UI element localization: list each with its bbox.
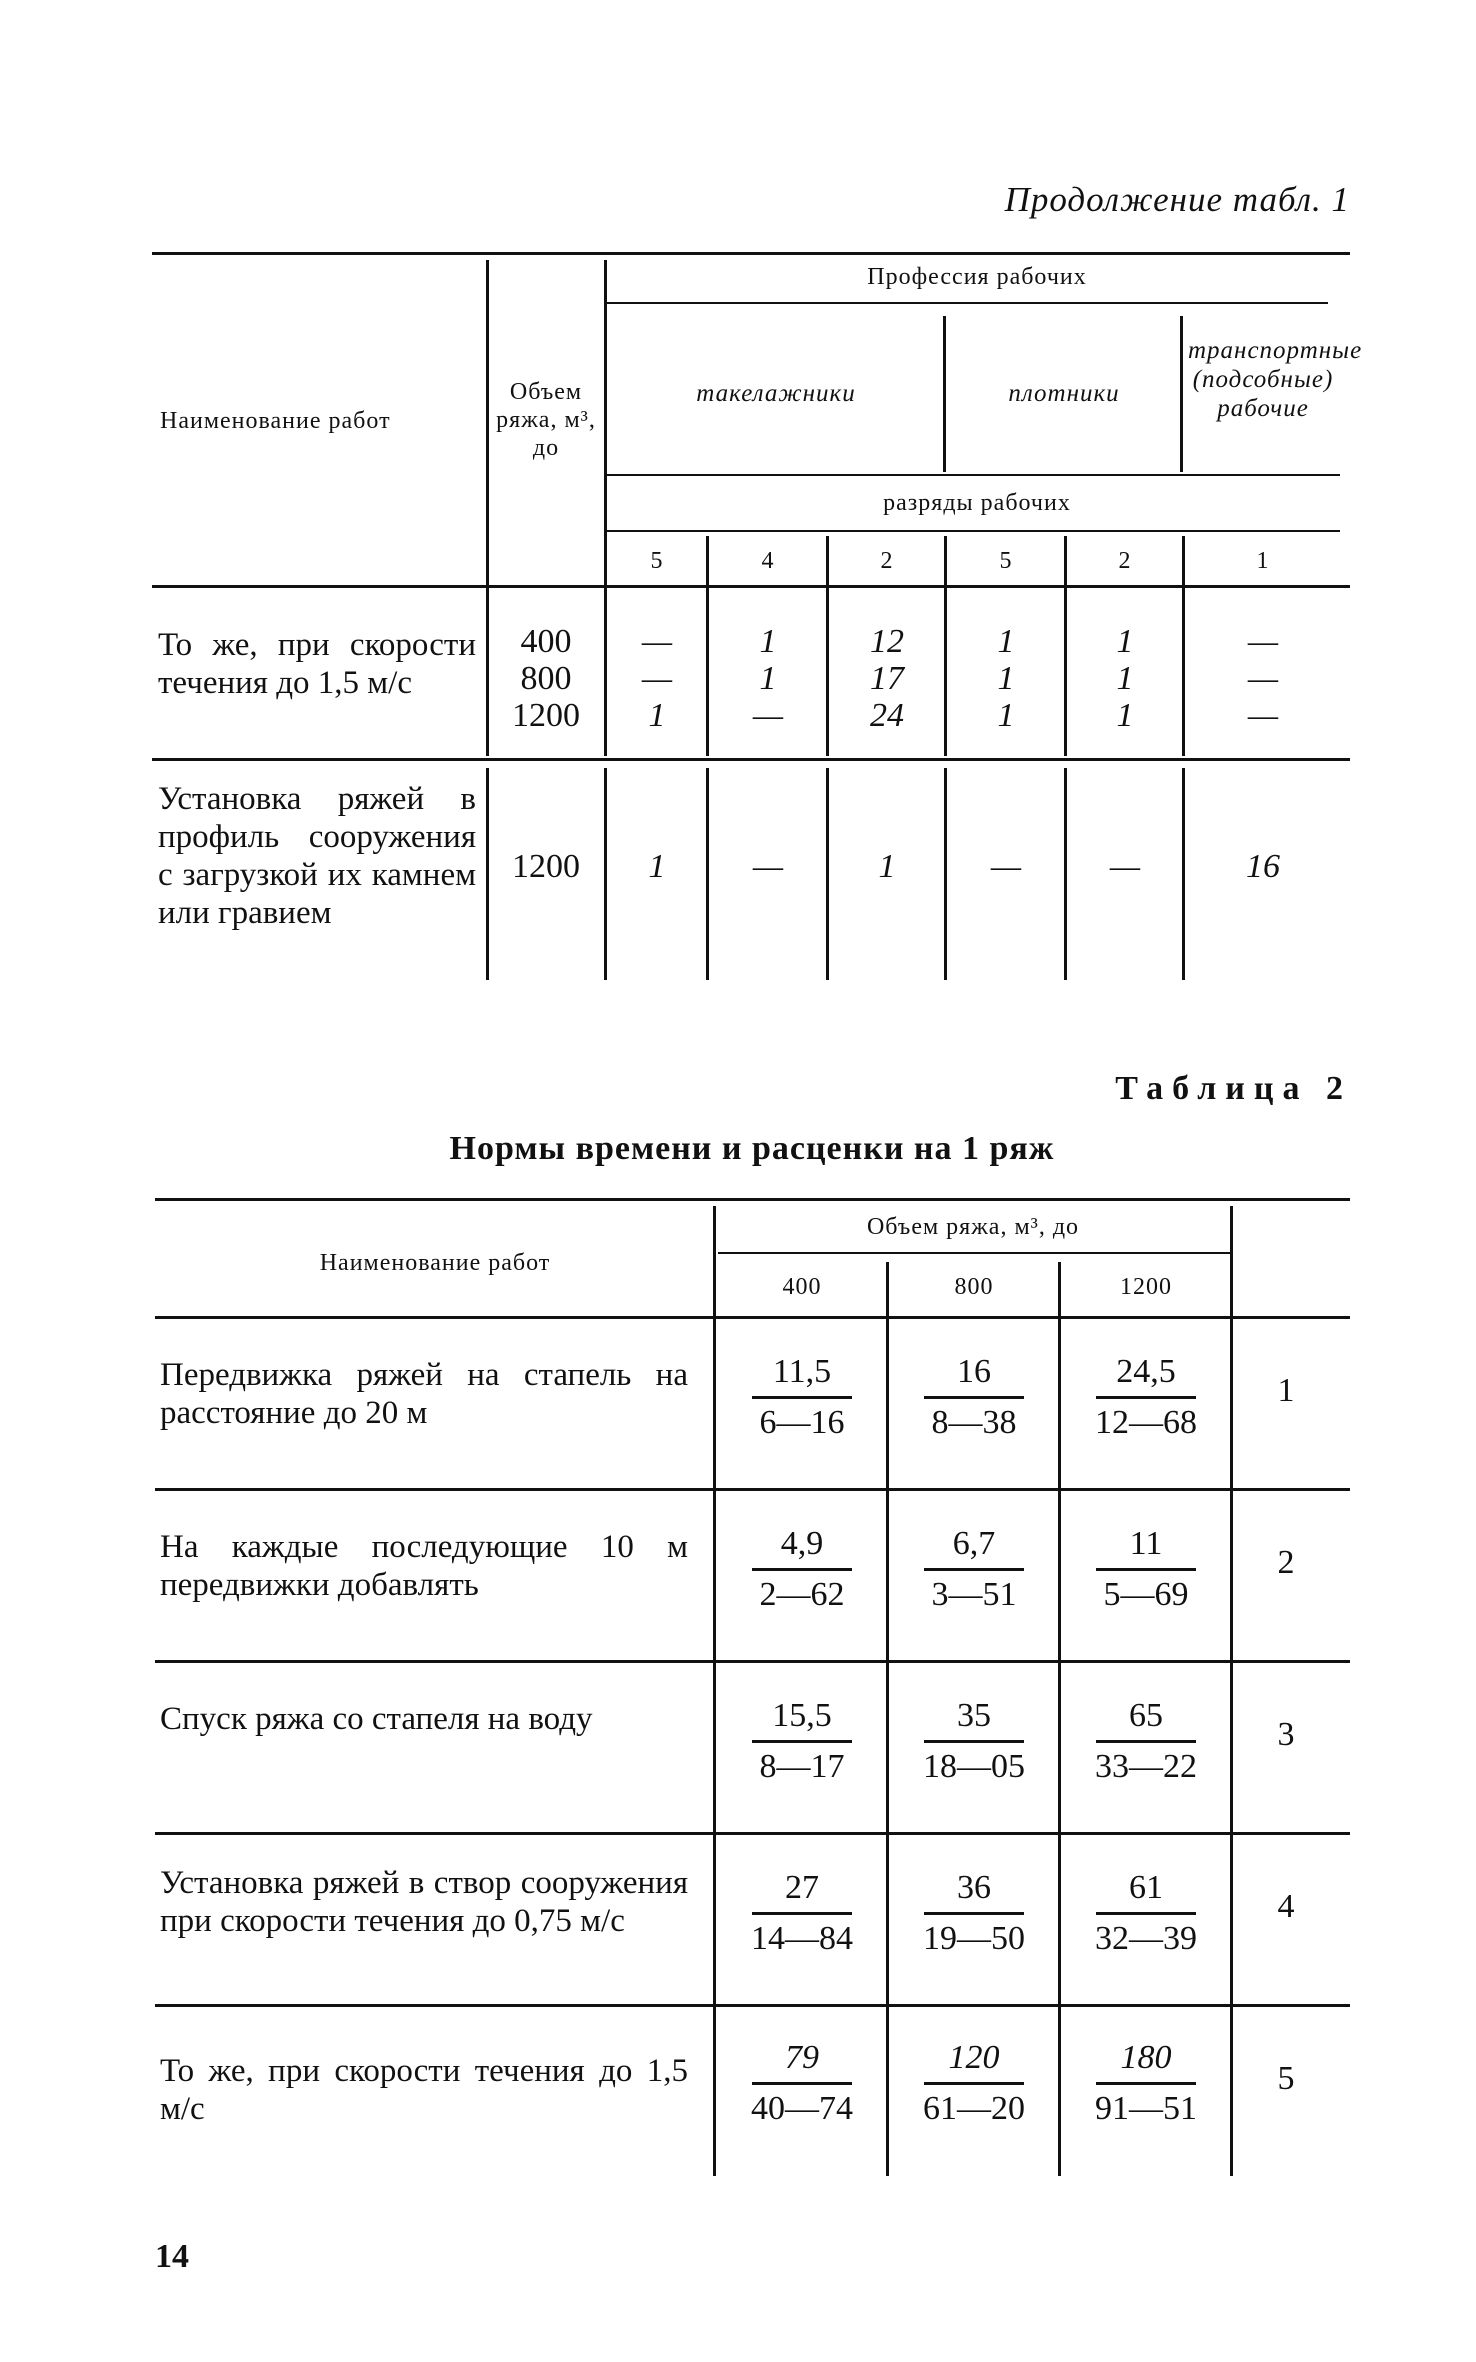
- norm: 16: [957, 1353, 991, 1390]
- table1-continuation-caption: Продолжение табл. 1: [1004, 180, 1350, 219]
- table2-row-number: 1: [1277, 1372, 1295, 1409]
- norm: 15,5: [772, 1697, 832, 1734]
- price: 5—69: [1103, 1576, 1189, 1613]
- table1-grade: 5: [650, 548, 664, 574]
- norm: 79: [785, 2039, 819, 2076]
- table1-grade: 5: [999, 548, 1013, 574]
- table2-cell: [1086, 1524, 1206, 1615]
- table2-cell: [1086, 1696, 1206, 1787]
- table2-cell: [914, 1524, 1034, 1615]
- norm: 11,5: [772, 1353, 832, 1390]
- table1-header-work-name: Наименование работ: [160, 408, 391, 434]
- table1-col-rule: [604, 768, 607, 980]
- table1-row-name: Установка ряжей в профиль сооружения с загрузкой их камнем или гравием: [158, 781, 476, 931]
- table1-cell: —: [1247, 697, 1279, 734]
- table1-grade: 4: [761, 548, 775, 574]
- table2-cell: [742, 2038, 862, 2129]
- table2-cell: [742, 1868, 862, 1959]
- norm: 27: [785, 1869, 819, 1906]
- table2-row-name: Передвижка ряжей на стапель на расстояние до 20 м: [160, 1357, 688, 1431]
- table2-col-rule: [1058, 1262, 1061, 2176]
- table1-row-volume: 1200: [512, 848, 580, 885]
- table1-cell: —: [990, 848, 1022, 885]
- table2-cell: [914, 1868, 1034, 1959]
- table1-cell: 1: [1116, 623, 1134, 660]
- table2-row-number: 4: [1277, 1888, 1295, 1925]
- norm: 35: [957, 1697, 991, 1734]
- table1-header-bottom-rule: [152, 585, 1350, 588]
- table1-col-rule: [1182, 536, 1185, 756]
- table1-cell: 1: [997, 660, 1015, 697]
- table2-row-number: 2: [1277, 1544, 1295, 1581]
- table2-row-name: Установка ряжей в створ сооружения при скорости течения до 0,75 м/с: [160, 1865, 688, 1939]
- table1-cell: 1: [759, 660, 777, 697]
- table1-cell: —: [752, 848, 784, 885]
- table2-cell: [914, 1696, 1034, 1787]
- price: 61—20: [923, 2090, 1025, 2127]
- price: 12—68: [1095, 1404, 1197, 1441]
- norm: 24,5: [1116, 1353, 1176, 1390]
- table2-header-volume: Объем ряжа, м³, до: [866, 1214, 1080, 1240]
- table1-cell: 1: [997, 623, 1015, 660]
- table1-row-volume: 400: [520, 623, 572, 660]
- table2-row-name: На каждые последующие 10 м передвижки добавлять: [160, 1529, 688, 1603]
- norm: 65: [1129, 1697, 1163, 1734]
- table2-cell: [742, 1352, 862, 1443]
- table2-col-rule: [886, 1262, 889, 2176]
- price: 32—39: [1095, 1920, 1197, 1957]
- norm: 6,7: [952, 1525, 996, 1562]
- table1-col-rule: [826, 536, 829, 756]
- norm: 36: [957, 1869, 991, 1906]
- table1-grade: 2: [1118, 548, 1132, 574]
- table1-cell: 12: [870, 623, 904, 660]
- table1-cell: —: [752, 697, 784, 734]
- table1-grade: 2: [880, 548, 894, 574]
- table1-rule: [606, 530, 1340, 532]
- table2-row-name: Спуск ряжа со стапеля на воду: [160, 1701, 593, 1737]
- table1-col-rule: [944, 536, 947, 756]
- price: 2—62: [759, 1576, 845, 1613]
- table2-col-rule: [713, 1206, 716, 2176]
- norm: 61: [1129, 1869, 1163, 1906]
- price: 3—51: [931, 1576, 1017, 1613]
- table1-cell: —: [1247, 623, 1279, 660]
- price: 8—17: [759, 1748, 845, 1785]
- table1-header-volume: Объем ряжа, м³, до: [496, 379, 596, 461]
- table1-col-rule: [486, 260, 489, 756]
- table1-col-rule: [1064, 768, 1067, 980]
- table2-header-volume-value: 1200: [1120, 1274, 1172, 1300]
- table1-rule: [606, 302, 1328, 304]
- table2-header-bottom-rule: [155, 1316, 1350, 1319]
- table1-col-rule: [1182, 768, 1185, 980]
- page-number: 14: [155, 2238, 189, 2275]
- table1-col-rule: [706, 768, 709, 980]
- table2-cell: [742, 1524, 862, 1615]
- table1-cell: —: [1247, 660, 1279, 697]
- table1-top-rule: [152, 252, 1350, 255]
- price: 91—51: [1095, 2090, 1197, 2127]
- table2-row-number: 3: [1277, 1716, 1295, 1753]
- table1-cell: 1: [759, 623, 777, 660]
- table1-cell: 24: [870, 697, 904, 734]
- table2-label: Таблица 2: [1115, 1070, 1352, 1107]
- table1-col-rule: [944, 768, 947, 980]
- table1-header-grades-label: разряды рабочих: [883, 490, 1071, 516]
- table1-header-riggers: такелажники: [696, 380, 856, 407]
- table2-row-name: То же, при скорости течения до 1,5 м/с: [160, 2053, 688, 2127]
- table1-row-volume: 800: [520, 660, 572, 697]
- table2-cell: [914, 1352, 1034, 1443]
- table2-top-rule: [155, 1198, 1350, 1201]
- norm: 4,9: [780, 1525, 824, 1562]
- table2-row-rule: [155, 2004, 1350, 2007]
- table1-col-rule: [706, 536, 709, 756]
- table1-cell: 17: [870, 660, 904, 697]
- table1-row-rule: [152, 758, 1350, 761]
- table2-cell: [1086, 1352, 1206, 1443]
- price: 40—74: [751, 2090, 853, 2127]
- table1-cell: —: [641, 623, 673, 660]
- norm: 120: [948, 2039, 1000, 2076]
- table2-row-rule: [155, 1660, 1350, 1663]
- table1-cell: —: [641, 660, 673, 697]
- table1-col-rule: [1064, 536, 1067, 756]
- table1-col-rule: [1180, 316, 1183, 472]
- table1-cell: 1: [648, 697, 666, 734]
- table1-header-carpenters: плотники: [1008, 380, 1120, 407]
- table2-cell: [1086, 2038, 1206, 2129]
- table1-cell: 1: [648, 848, 666, 885]
- table1-header-profession: Профессия рабочих: [867, 264, 1087, 290]
- table1-grade: 1: [1256, 548, 1270, 574]
- table2-cell: [1086, 1868, 1206, 1959]
- price: 33—22: [1095, 1748, 1197, 1785]
- table1-cell: —: [1109, 848, 1141, 885]
- norm: 180: [1120, 2039, 1172, 2076]
- price: 19—50: [923, 1920, 1025, 1957]
- table1-rule: [606, 474, 1340, 476]
- table1-col-rule: [826, 768, 829, 980]
- table1-row-volume: 1200: [512, 697, 580, 734]
- table1-cell: 1: [997, 697, 1015, 734]
- table1-cell: 1: [1116, 660, 1134, 697]
- price: 6—16: [759, 1404, 845, 1441]
- price: 14—84: [751, 1920, 853, 1957]
- table1-row-name: То же, при скорости течения до 1,5 м/с: [158, 627, 476, 701]
- table2-header-volume-value: 400: [782, 1274, 822, 1300]
- table2-row-rule: [155, 1832, 1350, 1835]
- table2-title: Нормы времени и расценки на 1 ряж: [449, 1130, 1055, 1167]
- price: 8—38: [931, 1404, 1017, 1441]
- table1-col-rule: [943, 316, 946, 472]
- table1-col-rule: [604, 260, 607, 756]
- table2-header-volume-value: 800: [954, 1274, 994, 1300]
- table2-col-rule: [1230, 1206, 1233, 2176]
- table1-cell: 16: [1246, 848, 1280, 885]
- table1-cell: 1: [1116, 697, 1134, 734]
- table1-cell: 1: [878, 848, 896, 885]
- norm: 11: [1129, 1525, 1163, 1562]
- table2-row-rule: [155, 1488, 1350, 1491]
- table1-col-rule: [486, 768, 489, 980]
- table2-header-work-name: Наименование работ: [319, 1250, 551, 1276]
- table2-rule: [718, 1252, 1230, 1254]
- table2-cell: [742, 1696, 862, 1787]
- table2-row-number: 5: [1277, 2060, 1295, 2097]
- table1-header-transport-workers: транспортные (подсобные) рабочие: [1188, 337, 1363, 422]
- table2-cell: [914, 2038, 1034, 2129]
- price: 18—05: [923, 1748, 1025, 1785]
